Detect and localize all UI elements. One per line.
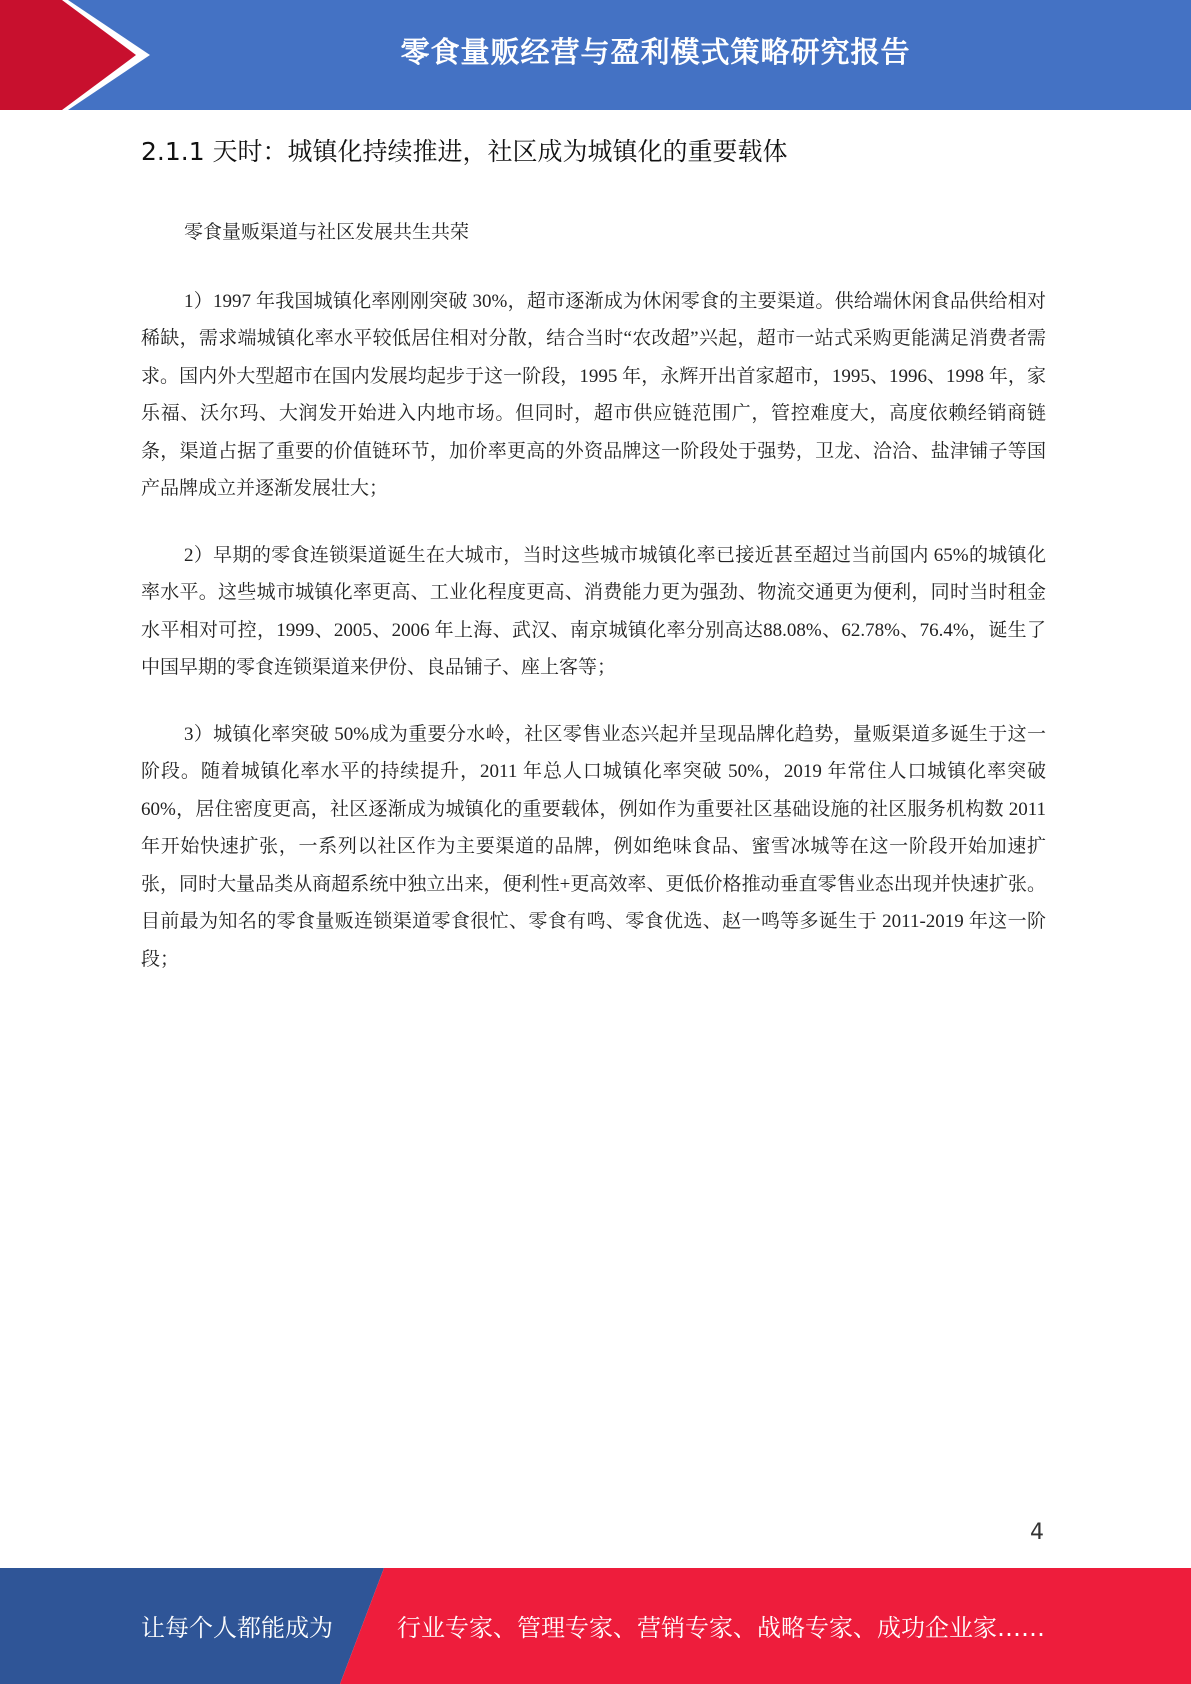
- body-subtitle: 零食量贩渠道与社区发展共生共荣: [184, 222, 470, 243]
- footer-banner: [0, 1568, 1191, 1684]
- paragraph-1: 1）1997 年我国城镇化率刚刚突破 30%，超市逐渐成为休闲零食的主要渠道。供给端休闲食品供给相对稀缺，需求端城镇化率水平较低居住相对分散，结合当时“农改超”兴起，超市一站式采购更能满足消费者需求。国内外大型超市在国内发展均起步于这一阶段，1995 年，永辉开出首家超市，1995、1996、1998 年，家乐福、沃尔玛、大润发开始进入内地市场。但同时，超市供应链范围广，管控难度大，高度依赖经销商链条，渠道占据了重要的价值链环节，加价率更高的外资品牌这一阶段处于强势，卫龙、洽洽、盐津铺子等国产品牌成立并逐渐发展壮大；: [141, 290, 1046, 499]
- paragraph-3: 3）城镇化率突破 50%成为重要分水岭，社区零售业态兴起并呈现品牌化趋势，量贩渠道多诞生于这一阶段。随着城镇化率水平的持续提升，2011 年总人口城镇化率突破 50%，2019 年常住人口城镇化率突破 60%，居住密度更高，社区逐渐成为城镇化的重要载体，例如作为重要社区基础设施的社区服务机构数 2011 年开始快速扩张，一系列以社区作为主要渠道的品牌，例如绝味食品、蜜雪冰城等在这一阶段开始加速扩张，同时大量品类从商超系统中独立出来，便利性+更高效率、更低价格推动垂直零售业态出现并快速扩张。目前最为知名的零食量贩连锁渠道零食很忙、零食有鸣、零食优选、赵一鸣等多诞生于 2011-2019 年这一阶段；: [141, 723, 1046, 970]
- header-banner: [0, 0, 1191, 110]
- page-number: 4: [1030, 1520, 1044, 1545]
- footer-slogan-left: 让每个人都能成为: [141, 1614, 333, 1642]
- section-heading: 2.1.1 天时：城镇化持续推进，社区成为城镇化的重要载体: [141, 137, 788, 166]
- paragraph-2: 2）早期的零食连锁渠道诞生在大城市，当时这些城市城镇化率已接近甚至超过当前国内 65%的城镇化率水平。这些城市城镇化率更高、工业化程度更高、消费能力更为强劲、物流交通更为便利，同时当时租金水平相对可控，1999、2005、2006 年上海、武汉、南京城镇化率分别高达88.08%、62.78%、76.4%，诞生了中国早期的零食连锁渠道来伊份、良品铺子、座上客等；: [141, 544, 1046, 678]
- body-content: [141, 214, 1046, 1007]
- document-title: 零食量贩经营与盈利模式策略研究报告: [400, 35, 911, 69]
- footer-slogan-right: 行业专家、管理专家、营销专家、战略专家、成功企业家……: [397, 1614, 1045, 1642]
